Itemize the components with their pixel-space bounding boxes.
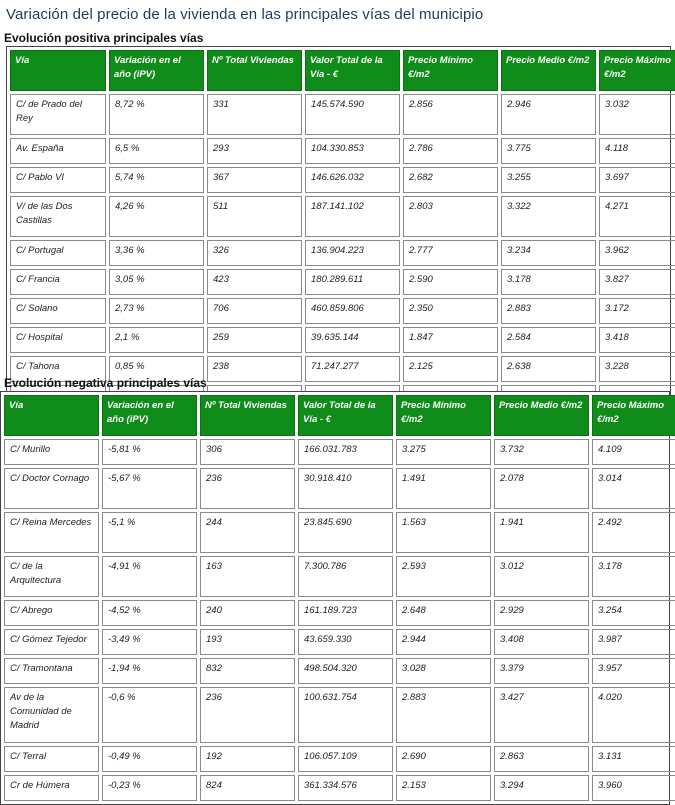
table-row: [10, 138, 675, 164]
table-cell: 136.904.223: [305, 240, 400, 266]
table-cell: 2,1 %: [109, 327, 204, 353]
table-cell: 331: [207, 94, 302, 135]
table-row: [4, 600, 675, 626]
street-name-cell: C/ Abrego: [4, 600, 99, 626]
table-row: [10, 94, 675, 135]
header-cell: Vía: [4, 395, 99, 436]
table-cell: 3.032: [599, 94, 675, 135]
table-cell: 2.590: [403, 269, 498, 295]
table-cell: 3.254: [592, 600, 675, 626]
table-row: [4, 687, 675, 743]
street-name-cell: C/ Solano: [10, 298, 106, 324]
table-cell: 244: [200, 512, 295, 553]
table-cell: 192: [200, 746, 295, 772]
table-cell: 3.960: [592, 775, 675, 801]
table-cell: 4.271: [599, 196, 675, 237]
table-cell: 498.504.320: [298, 658, 393, 684]
table-cell: 30.918.410: [298, 468, 393, 509]
table-cell: -4,52 %: [102, 600, 197, 626]
table-cell: 3.012: [494, 556, 589, 597]
table-cell: 2.690: [396, 746, 491, 772]
table-cell: 8,72 %: [109, 94, 204, 135]
table-cell: 2.492: [592, 512, 675, 553]
positive-table-body: [10, 94, 675, 411]
table-cell: 39.635.144: [305, 327, 400, 353]
table-cell: 3.172: [599, 298, 675, 324]
table-cell: 3.957: [592, 658, 675, 684]
table-cell: 3.775: [501, 138, 596, 164]
table-cell: 106.057.109: [298, 746, 393, 772]
table-cell: 2,73 %: [109, 298, 204, 324]
table-cell: 163: [200, 556, 295, 597]
street-name-cell: C/ Doctor Cornago: [4, 468, 99, 509]
table-cell: 1.847: [403, 327, 498, 353]
table-cell: 3.294: [494, 775, 589, 801]
table-cell: 3.697: [599, 167, 675, 193]
table-cell: 2.078: [494, 468, 589, 509]
table-cell: 1.941: [494, 512, 589, 553]
table-row: [10, 240, 675, 266]
street-name-cell: Av. España: [10, 138, 106, 164]
table-cell: 259: [207, 327, 302, 353]
table-cell: 3.255: [501, 167, 596, 193]
street-name-cell: C/ Tramontana: [4, 658, 99, 684]
table-cell: 2.944: [396, 629, 491, 655]
table-cell: 193: [200, 629, 295, 655]
street-name-cell: Av de la Comunidad de Madrid: [4, 687, 99, 743]
table-cell: 3.228: [599, 356, 675, 382]
table-cell: 166.031.783: [298, 439, 393, 465]
table-cell: 824: [200, 775, 295, 801]
header-cell: Nº Total Viviendas: [200, 395, 295, 436]
header-cell: Precio Medio €/m2: [501, 50, 596, 91]
table-cell: 7.300.786: [298, 556, 393, 597]
positive-section-heading: Evolución positiva principales vías: [4, 31, 204, 45]
table-cell: 71.247.277: [305, 356, 400, 382]
table-cell: 2.125: [403, 356, 498, 382]
negative-table: [1, 392, 675, 804]
table-cell: -0,6 %: [102, 687, 197, 743]
table-row: [4, 658, 675, 684]
table-cell: 2.682: [403, 167, 498, 193]
negative-section-heading: Evolución negativa principales vías: [4, 376, 207, 390]
table-row: [4, 512, 675, 553]
header-cell: Nº Total Viviendas: [207, 50, 302, 91]
negative-table-body: [4, 439, 675, 801]
table-cell: 2.593: [396, 556, 491, 597]
table-cell: 2.584: [501, 327, 596, 353]
table-cell: 3.178: [592, 556, 675, 597]
table-cell: 180.289.611: [305, 269, 400, 295]
table-cell: 2.803: [403, 196, 498, 237]
header-cell: Precio Medio €/m2: [494, 395, 589, 436]
table-cell: 2.856: [403, 94, 498, 135]
table-cell: 146.626.032: [305, 167, 400, 193]
table-row: [4, 556, 675, 597]
table-cell: 326: [207, 240, 302, 266]
table-cell: 293: [207, 138, 302, 164]
table-cell: 511: [207, 196, 302, 237]
table-cell: 3.275: [396, 439, 491, 465]
table-cell: 3.178: [501, 269, 596, 295]
table-cell: 104.330.853: [305, 138, 400, 164]
table-cell: 361.334.576: [298, 775, 393, 801]
street-name-cell: C/ de Prado del Rey: [10, 94, 106, 135]
table-cell: -1,94 %: [102, 658, 197, 684]
table-cell: 1.491: [396, 468, 491, 509]
street-name-cell: C/ Gómez Tejedor: [4, 629, 99, 655]
table-cell: 6,5 %: [109, 138, 204, 164]
table-cell: -3,49 %: [102, 629, 197, 655]
table-cell: 238: [207, 356, 302, 382]
table-cell: 3.408: [494, 629, 589, 655]
table-cell: 3.827: [599, 269, 675, 295]
table-cell: 2.929: [494, 600, 589, 626]
table-cell: -0,49 %: [102, 746, 197, 772]
table-cell: 2.777: [403, 240, 498, 266]
table-row: [4, 775, 675, 801]
table-cell: 3.234: [501, 240, 596, 266]
header-cell: Precio Mínimo €/m2: [403, 50, 498, 91]
page-title: Variación del precio de la vivienda en las principales vías del municipio: [6, 6, 484, 23]
positive-table: [7, 47, 675, 414]
table-cell: 4.118: [599, 138, 675, 164]
table-cell: 3.732: [494, 439, 589, 465]
table-cell: 3,36 %: [109, 240, 204, 266]
header-cell: Precio Mínimo €/m2: [396, 395, 491, 436]
table-cell: 240: [200, 600, 295, 626]
table-cell: 4,26 %: [109, 196, 204, 237]
negative-table-container: [0, 391, 670, 805]
street-name-cell: C/ Portugal: [10, 240, 106, 266]
table-cell: 460.859.806: [305, 298, 400, 324]
table-cell: 4.020: [592, 687, 675, 743]
table-cell: 367: [207, 167, 302, 193]
street-name-cell: C/ Terral: [4, 746, 99, 772]
street-name-cell: Cr de Húmera: [4, 775, 99, 801]
street-name-cell: C/ Murillo: [4, 439, 99, 465]
header-cell: Precio Máximo €/m2: [599, 50, 675, 91]
table-cell: 2.786: [403, 138, 498, 164]
table-cell: 0,85 %: [109, 356, 204, 382]
table-cell: 161.189.723: [298, 600, 393, 626]
header-cell: Variación en el año (iPV): [109, 50, 204, 91]
table-row: [10, 269, 675, 295]
table-cell: 3.028: [396, 658, 491, 684]
table-cell: 2.153: [396, 775, 491, 801]
table-cell: 23.845.690: [298, 512, 393, 553]
table-cell: 832: [200, 658, 295, 684]
header-cell: Valor Total de la Vía - €: [298, 395, 393, 436]
street-name-cell: C/ Tahona: [10, 356, 106, 382]
table-row: [4, 746, 675, 772]
table-cell: 2.883: [501, 298, 596, 324]
table-cell: -5,81 %: [102, 439, 197, 465]
table-cell: -5,67 %: [102, 468, 197, 509]
table-row: [10, 167, 675, 193]
table-cell: 2.638: [501, 356, 596, 382]
table-cell: 236: [200, 468, 295, 509]
street-name-cell: C/ de la Arquitectura: [4, 556, 99, 597]
table-cell: 3,05 %: [109, 269, 204, 295]
positive-header-row: [10, 50, 675, 91]
table-cell: 5,74 %: [109, 167, 204, 193]
street-name-cell: C/ Reina Mercedes: [4, 512, 99, 553]
table-cell: 3.014: [592, 468, 675, 509]
table-cell: 3.322: [501, 196, 596, 237]
positive-table-container: [6, 46, 671, 415]
street-name-cell: V/ de las Dos Castillas: [10, 196, 106, 237]
table-cell: 43.659.330: [298, 629, 393, 655]
table-row: [4, 439, 675, 465]
table-cell: 306: [200, 439, 295, 465]
table-cell: 236: [200, 687, 295, 743]
table-cell: 3.131: [592, 746, 675, 772]
table-cell: 1.563: [396, 512, 491, 553]
street-name-cell: C/ Francia: [10, 269, 106, 295]
table-cell: 706: [207, 298, 302, 324]
table-cell: -5,1 %: [102, 512, 197, 553]
table-cell: 2.863: [494, 746, 589, 772]
header-cell: Vía: [10, 50, 106, 91]
table-row: [10, 327, 675, 353]
table-cell: 145.574.590: [305, 94, 400, 135]
table-row: [10, 196, 675, 237]
table-cell: 100.631.754: [298, 687, 393, 743]
table-cell: 2.648: [396, 600, 491, 626]
table-row: [4, 629, 675, 655]
table-row: [4, 468, 675, 509]
table-cell: -4,91 %: [102, 556, 197, 597]
table-cell: 3.379: [494, 658, 589, 684]
table-cell: -0,23 %: [102, 775, 197, 801]
header-cell: Valor Total de la Vía - €: [305, 50, 400, 91]
table-cell: 3.427: [494, 687, 589, 743]
table-cell: 3.987: [592, 629, 675, 655]
table-cell: 423: [207, 269, 302, 295]
table-cell: 4.109: [592, 439, 675, 465]
header-cell: Variación en el año (iPV): [102, 395, 197, 436]
table-row: [10, 298, 675, 324]
street-name-cell: C/ Pablo VI: [10, 167, 106, 193]
table-cell: 2.350: [403, 298, 498, 324]
table-cell: 3.962: [599, 240, 675, 266]
negative-header-row: [4, 395, 675, 436]
header-cell: Precio Máximo €/m2: [592, 395, 675, 436]
street-name-cell: C/ Hospital: [10, 327, 106, 353]
table-cell: 2.883: [396, 687, 491, 743]
table-cell: 3.418: [599, 327, 675, 353]
table-cell: 2.946: [501, 94, 596, 135]
table-cell: 187.141.102: [305, 196, 400, 237]
